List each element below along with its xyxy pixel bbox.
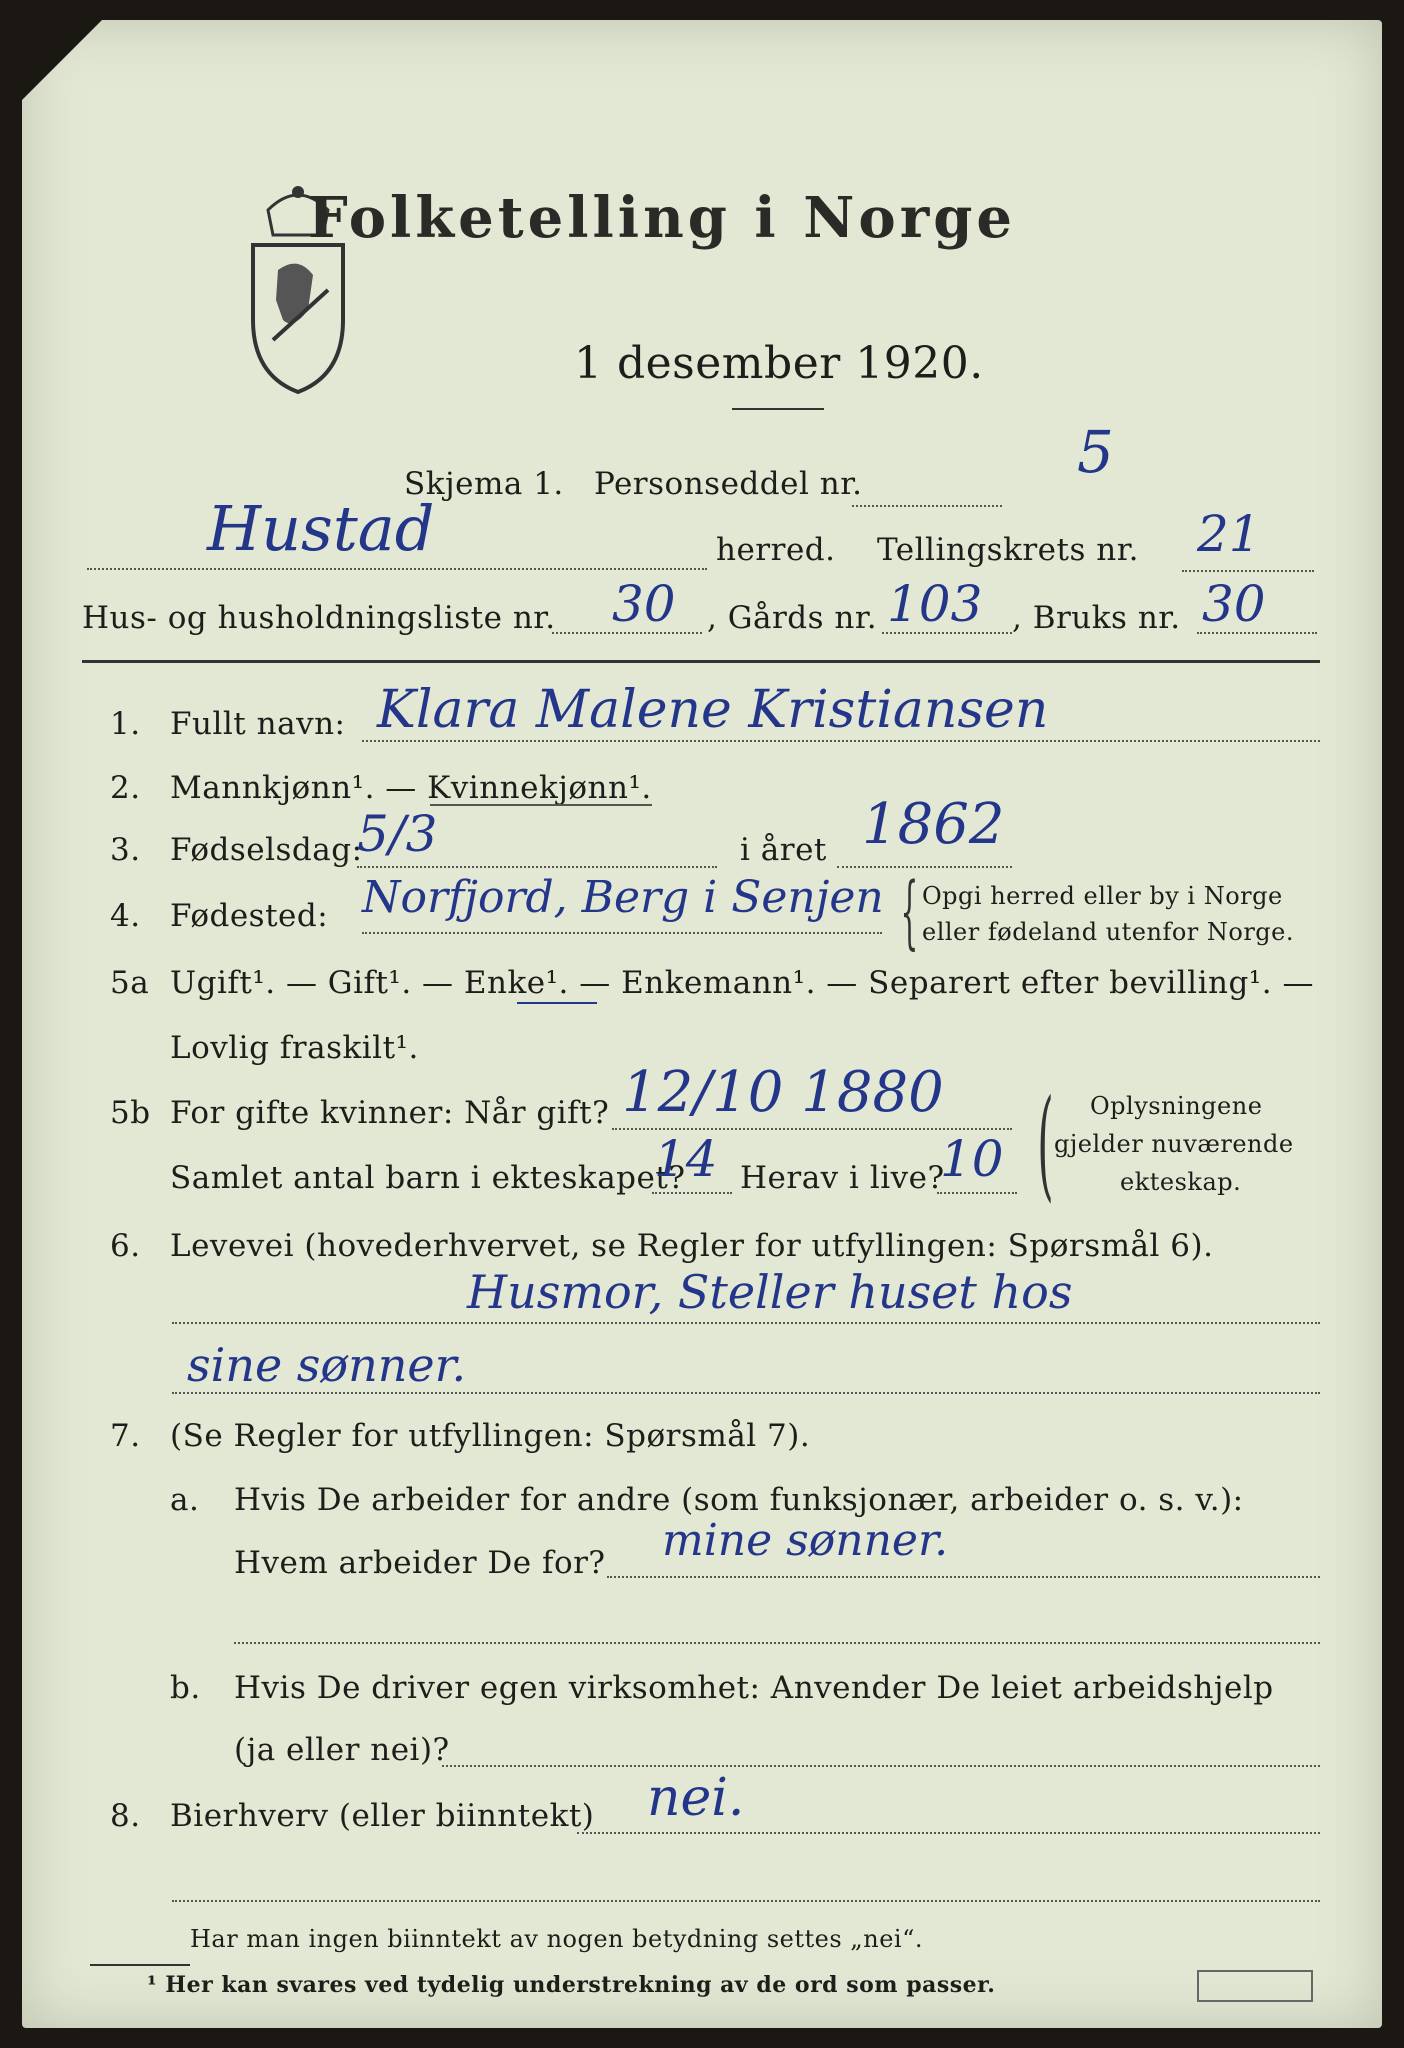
header-rule [82,660,1320,663]
q5a-number: 5a [110,965,150,1001]
tellingskrets-line [1182,570,1314,572]
folded-corner [22,20,102,100]
q5a-options-2: Lovlig fraskilt¹. [170,1030,419,1066]
birthday-line [357,866,717,868]
enke-underline [517,1002,597,1004]
census-form [22,20,1382,2028]
birthplace-line [362,932,882,934]
occupation-value-2: sine sønner. [187,1338,467,1392]
personseddel-label: Personseddel nr. [594,466,863,502]
footnote-rule [90,1964,190,1966]
tellingskrets-value: 21 [1197,505,1261,563]
printer-stamp [1197,1970,1313,2002]
birthday-value: 5/3 [357,805,438,863]
q7b-question: (ja eller nei)? [234,1732,450,1768]
q2-number: 2. [110,770,141,806]
gards-label: , Gårds nr. [707,600,878,636]
q1-line [362,740,1320,742]
q7-number: 7. [110,1418,141,1454]
income-note: Har man ingen biinntekt av nogen betydning settes „nei“. [190,1925,923,1953]
q8-line-2 [172,1900,1320,1902]
q3-number: 3. [110,832,141,868]
q7a-line-2 [234,1642,1320,1644]
q7b-label: Hvis De driver egen virksomhet: Anvender De leiet arbeidshjelp [234,1670,1274,1706]
title-rule [732,408,824,410]
q8-label: Bierhverv (eller biinntekt) [170,1798,595,1834]
personseddel-value: 5 [1077,418,1114,486]
q7b-line [442,1765,1320,1767]
q5b-note-2: gjelder nuværende [1054,1130,1294,1158]
personseddel-line [852,505,1002,507]
q1-label: Fullt navn: [170,706,346,742]
q8-number: 8. [110,1798,141,1834]
q8-line-1 [577,1832,1320,1834]
employer-value: mine sønner. [662,1515,949,1566]
q7a-letter: a. [170,1482,200,1518]
year-line [837,866,1012,868]
bruks-label: , Bruks nr. [1012,600,1181,636]
q5b-alive-label: Herav i live? [740,1160,945,1196]
q1-number: 1. [110,706,141,742]
q7-label: (Se Regler for utfyllingen: Spørsmål 7). [170,1418,811,1454]
herred-label: herred. [716,532,836,568]
q7b-letter: b. [170,1670,201,1706]
census-date: 1 desember 1920. [574,338,984,389]
full-name-value: Klara Malene Kristiansen [377,680,1049,740]
gards-value: 103 [887,575,983,633]
birthplace-value: Norfjord, Berg i Senjen [362,872,884,923]
kvinnekjonn-underline [430,804,652,806]
q7a-line-1 [607,1576,1320,1578]
q4-number: 4. [110,898,141,934]
tellingskrets-label: Tellingskrets nr. [877,532,1139,568]
q5b-label: For gifte kvinner: Når gift? [170,1095,610,1131]
alive-line [937,1192,1017,1194]
q7a-question: Hvem arbeider De for? [234,1545,606,1581]
q5b-children-label: Samlet antal barn i ekteskapet? [170,1160,686,1196]
q4-note-2: eller fødeland utenfor Norge. [922,918,1295,946]
birth-year-value: 1862 [862,792,1005,857]
herred-line [87,568,707,570]
q4-brace: { [900,865,919,958]
children-total-value: 14 [654,1130,718,1188]
schema-label: Skjema 1. [404,466,564,502]
footnote: ¹ Her kan svares ved tydelig understrekning av de ord som passer. [147,1972,996,1998]
year-label: i året [740,832,827,868]
children-alive-value: 10 [940,1130,1004,1188]
q5b-note-1: Oplysningene [1090,1092,1263,1120]
q5a-options: Ugift¹. — Gift¹. — Enke¹. — Enkemann¹. — Separert efter bevilling¹. — [170,965,1314,1001]
q5b-brace: ( [1037,1075,1054,1214]
q7a-label: Hvis De arbeider for andre (som funksjonær, arbeider o. s. v.): [234,1482,1244,1518]
husholdning-value: 30 [612,575,676,633]
q5b-number: 5b [110,1095,151,1131]
q3-label: Fødselsdag: [170,832,363,868]
bruks-value: 30 [1202,575,1266,633]
q4-note-1: Opgi herred eller by i Norge [922,882,1283,910]
q6-number: 6. [110,1228,141,1264]
occupation-value-1: Husmor, Steller huset hos [467,1265,1073,1319]
herred-value: Hustad [207,492,435,565]
q5b-note-3: ekteskap. [1120,1168,1242,1196]
q6-label: Levevei (hovederhvervet, se Regler for utfyllingen: Spørsmål 6). [170,1228,1214,1264]
husholdningsliste-label: Hus- og husholdningsliste nr. [82,600,556,636]
q6-line-1 [172,1322,1320,1324]
children-line [652,1192,732,1194]
q2-options: Mannkjønn¹. — Kvinnekjønn¹. [170,770,652,806]
q4-label: Fødested: [170,898,329,934]
form-title: Folketelling i Norge [308,185,1017,251]
q6-line-2 [172,1392,1320,1394]
side-income-value: nei. [647,1768,745,1828]
marriage-date-value: 12/10 1880 [622,1060,944,1125]
